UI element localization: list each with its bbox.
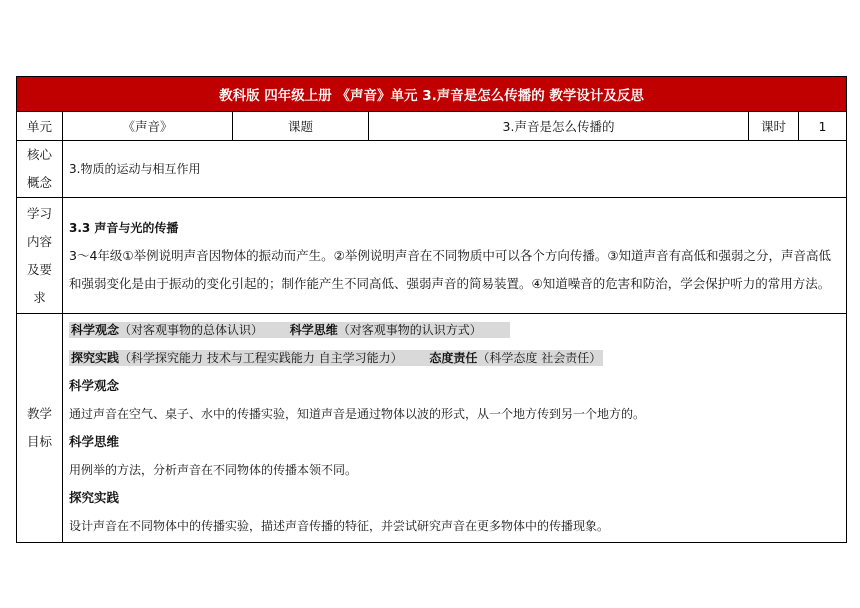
core-concept-label-line1: 核心 bbox=[26, 147, 52, 162]
document-title: 教科版 四年级上册 《声音》单元 3.声音是怎么传播的 教学设计及反思 bbox=[17, 77, 847, 112]
lesson-plan-table bbox=[16, 76, 847, 543]
learning-label-line2: 内容 bbox=[26, 233, 52, 249]
objective-section-3-text: 设计声音在不同物体中的传播实验，描述声音传播的特征，并尝试研究声音在更多物体中的传播现象。 bbox=[69, 519, 610, 533]
objectives-label-line2: 目标 bbox=[26, 434, 52, 449]
objective-section-2-heading: 科学思维 bbox=[69, 434, 120, 449]
learning-label bbox=[17, 198, 63, 314]
core-concept-value: 3.物质的运动与相互作用 bbox=[63, 141, 847, 198]
period-label: 课时 bbox=[749, 112, 799, 141]
lesson-value: 3.声音是怎么传播的 bbox=[369, 112, 749, 141]
learning-label-line1: 学习 bbox=[26, 205, 52, 221]
learning-text: 3～4年级①举例说明声音因物体的振动而产生。②举例说明声音在不同物质中可以各个方向传播。③知道声音有高低和强弱之分，声音高低和强弱变化是由于振动的变化引起的；制作能产生不同高低、强弱声音的简易装置。④知道噪音的危害和防治，学会保护听力的常用方法。 bbox=[69, 247, 832, 291]
objective-section-3-heading: 探究实践 bbox=[69, 490, 120, 505]
core-concept-label bbox=[17, 141, 63, 198]
lesson-plan-page bbox=[16, 76, 846, 543]
objective-section-2-text: 用例举的方法，分析声音在不同物体的传播本领不同。 bbox=[69, 463, 358, 477]
period-value: 1 bbox=[799, 112, 847, 141]
learning-label-line4: 求 bbox=[33, 289, 46, 305]
objective-section-1-heading: 科学观念 bbox=[69, 378, 120, 393]
objectives-label bbox=[17, 314, 63, 543]
unit-label: 单元 bbox=[17, 112, 63, 141]
objective-category-2: 探究实践（科学探究能力 技术与工程实践能力 自主学习能力） 态度责任（科学态度 社会责任） bbox=[71, 351, 602, 365]
lesson-label: 课题 bbox=[233, 112, 369, 141]
objective-category-1: 科学观念（对客观事物的总体认识） 科学思维（对客观事物的认识方式） bbox=[69, 322, 510, 338]
objectives-label-line1: 教学 bbox=[26, 406, 52, 421]
learning-heading: 3.3 声音与光的传播 bbox=[69, 220, 179, 235]
learning-content bbox=[63, 198, 847, 314]
learning-label-line3: 及要 bbox=[26, 261, 52, 277]
objective-categories-line2 bbox=[69, 344, 840, 372]
unit-value: 《声音》 bbox=[63, 112, 233, 141]
core-concept-label-line2: 概念 bbox=[26, 175, 52, 190]
objectives-content bbox=[63, 314, 847, 543]
objective-categories-line1 bbox=[69, 316, 840, 344]
objective-section-1-text: 通过声音在空气、桌子、水中的传播实验，知道声音是通过物体以波的形式，从一个地方传到另一个地方的。 bbox=[69, 407, 646, 421]
